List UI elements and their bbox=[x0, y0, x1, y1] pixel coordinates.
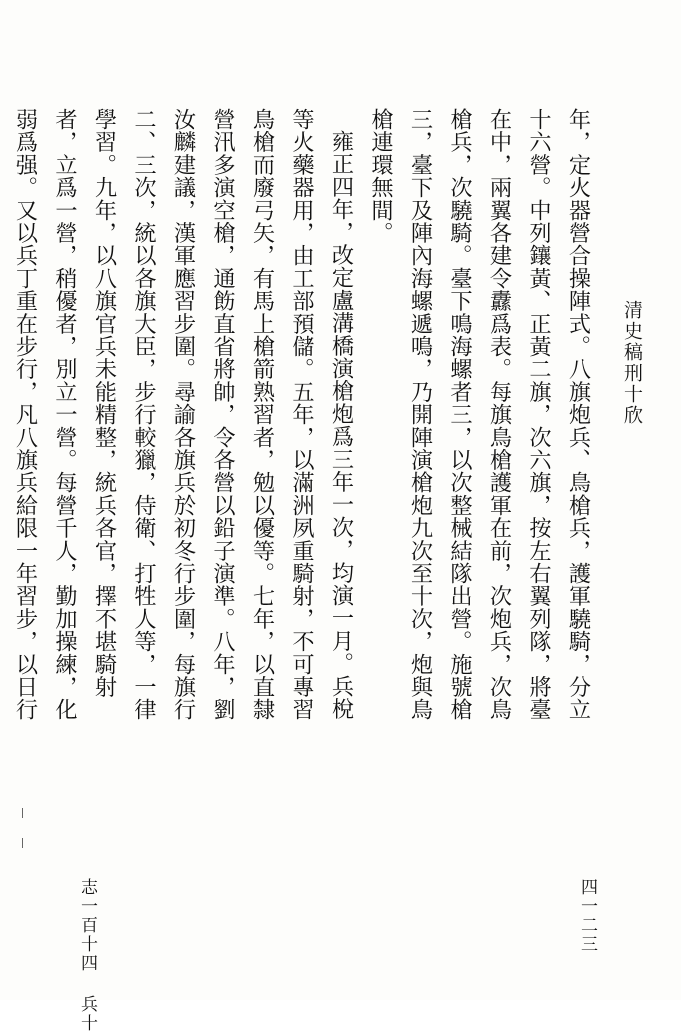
paragraph-1: 年，定火器營合操陣式。八旗炮兵、鳥槍兵，護軍驍騎，分立十六營。中列鑲黃、正黃二旗，次六旗，按左右翼列隊，將臺在中，兩翼各建令纛爲表。每旗鳥槍護軍在前，次炮兵，次鳥槍兵，次驍騎。臺下鳴海螺者三，以次整械結隊出營。施號槍三，臺下及陣內海螺遞鳴，乃開陣演槍炮九次至十次，炮與鳥槍連環無間。 bbox=[367, 108, 591, 721]
footer-volume-label: 志一百十四 bbox=[77, 878, 97, 973]
margin-tick-mark bbox=[22, 838, 23, 848]
paragraph-2: 雍正四年，改定盧溝橋演槍炮爲三年一次，均演一月。兵梲等火藥器用，由工部預儲。五年，以滿洲夙重騎射，不可專習鳥槍而廢弓矢，有馬上槍箭熟習者，勉以優等。七年，以直隸營汛多演空槍，通飭直省將帥，令各營以鉛子演準。八年，劉汝麟建議，漢軍應習步圍。尋諭各旗兵於初冬行步圍，每旗行二、三次，統以各旗大臣，步行較獵，侍衛、打牲人等，一律學習。九年，以八旗官兵未能精整，統兵各官，擇不堪騎射者，立爲一營，稍優者，別立一營。每營千人，勤加操練，化弱爲强。又以兵丁重在步行，凡八旗兵給限一年習步，以日行 bbox=[12, 108, 354, 721]
footer-page-number: 四一二三 bbox=[577, 878, 597, 954]
main-text-block bbox=[12, 108, 597, 728]
footer-volume bbox=[78, 878, 95, 1033]
footer-section-label: 兵十 bbox=[77, 995, 97, 1033]
margin-title: 清史稿刑十欣 bbox=[621, 300, 643, 426]
margin-tick-mark bbox=[22, 808, 23, 818]
